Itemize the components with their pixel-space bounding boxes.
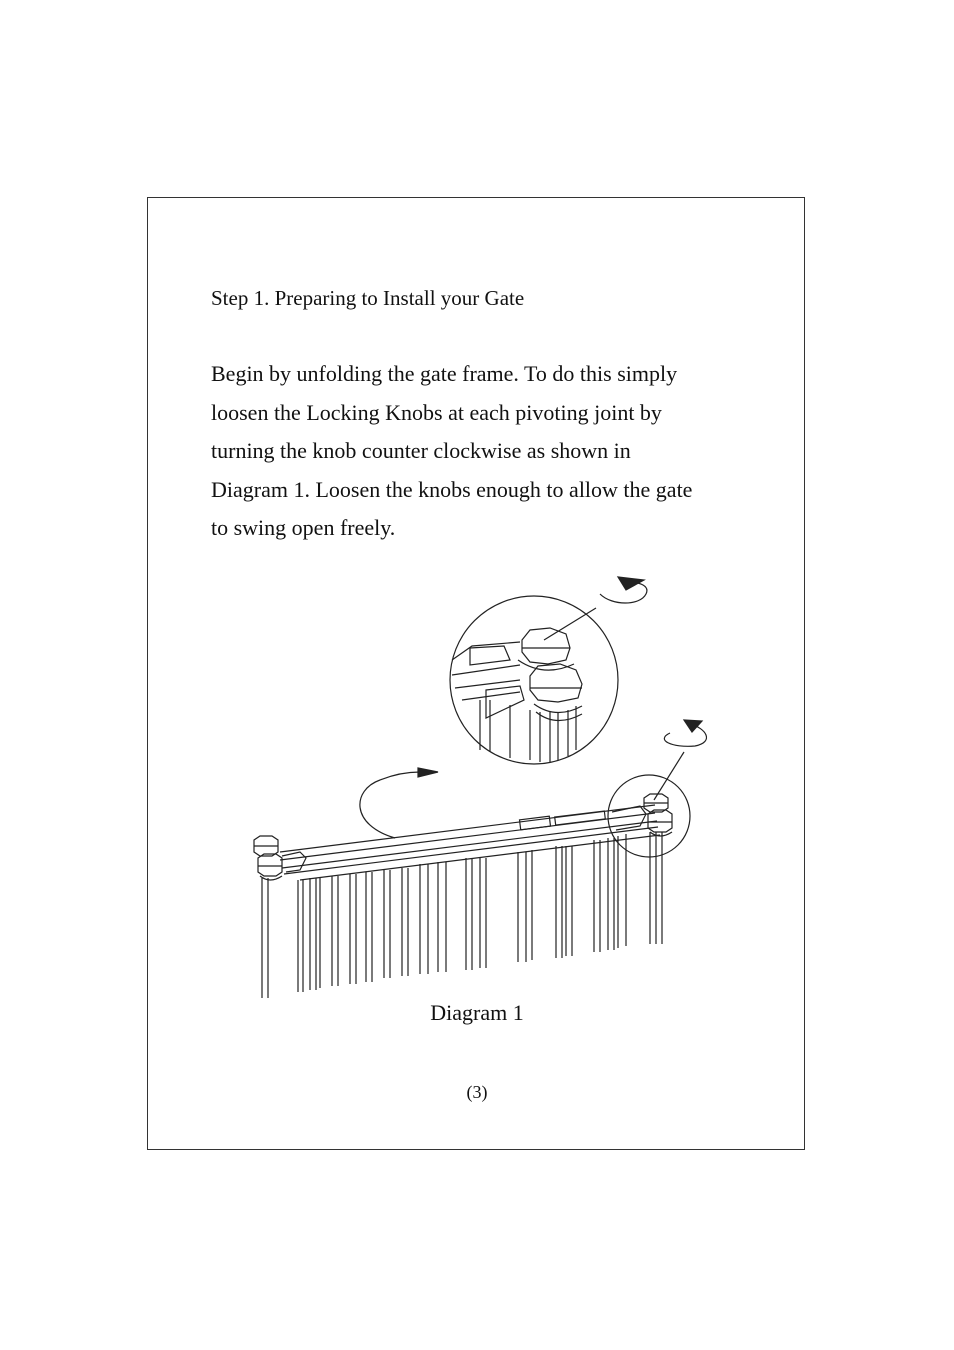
paragraph-line-5: to swing open freely. [211, 515, 396, 540]
instructions-paragraph [211, 355, 751, 548]
paragraph-line-3: turning the knob counter clockwise as shown in [211, 438, 631, 463]
gate-frame-drawing [254, 577, 706, 998]
gate-bars [262, 832, 662, 998]
diagram-caption: Diagram 1 [430, 1000, 524, 1025]
detail-highlight-circle [608, 775, 690, 857]
paragraph-line-4: Diagram 1. Loosen the knobs enough to allow the gate [211, 476, 693, 502]
step-heading: Step 1. Preparing to Install your Gate [211, 286, 525, 310]
paragraph-line-1: Begin by unfolding the gate frame. To do this simply [211, 361, 678, 386]
page-number: (3) [466, 1082, 488, 1102]
zoomed-knob-detail [450, 577, 647, 764]
paragraph-line-2: loosen the Locking Knobs at each pivoting joint by [211, 399, 662, 425]
gate-diagram [240, 570, 720, 1010]
swing-arrow [360, 772, 420, 838]
